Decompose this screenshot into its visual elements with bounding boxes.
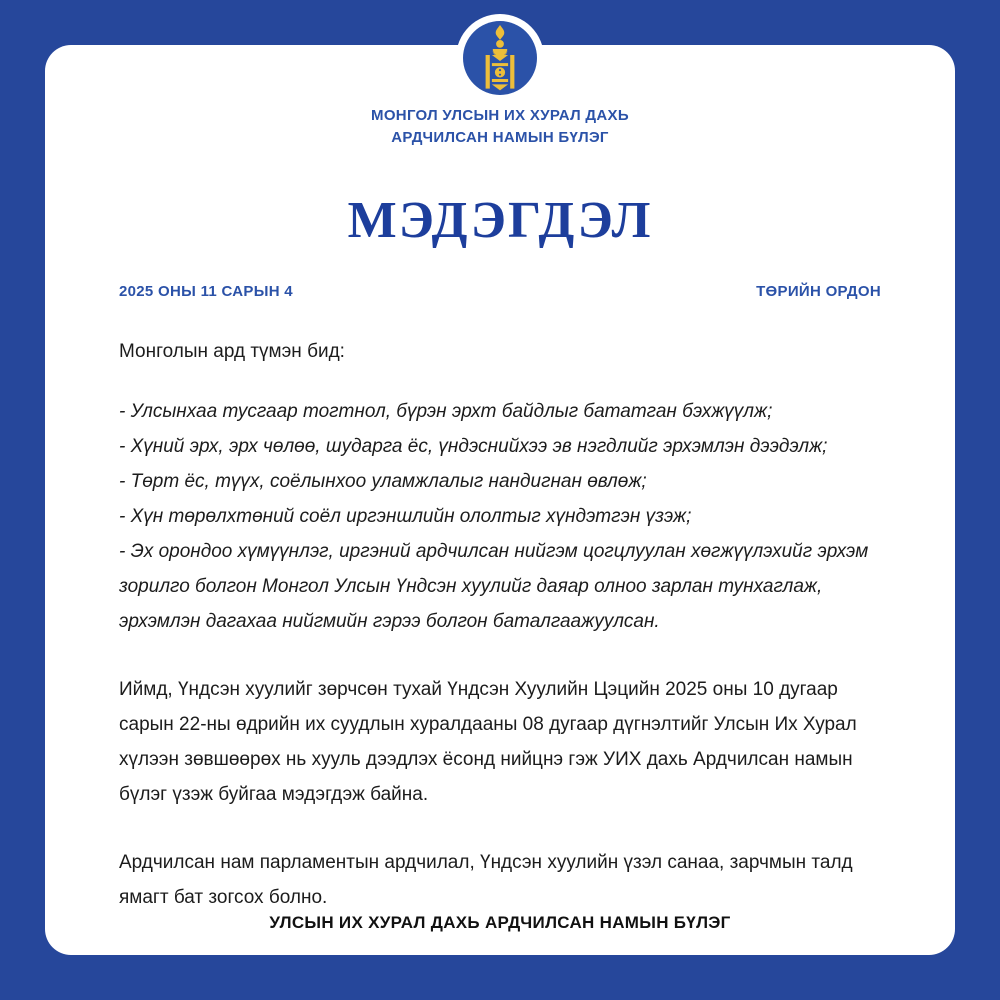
organization-line2: АРДЧИЛСАН НАМЫН БҮЛЭГ (391, 128, 609, 146)
footer-signature: УЛСЫН ИХ ХУРАЛ ДАХЬ АРДЧИЛСАН НАМЫН БҮЛЭГ (269, 913, 731, 932)
soyombo-emblem-icon (463, 21, 537, 95)
bullet-item: - Хүний эрх, эрх чөлөө, шударга ёс, үндэснийхээ эв нэгдлийг эрхэмлэн дээдэлж; (119, 435, 828, 457)
date-label: 2025 ОНЫ 11 САРЫН 4 (119, 282, 293, 300)
document-title: МЭДЭГДЭЛ (347, 191, 653, 249)
announcement-card (45, 45, 955, 955)
intro-line: Монголын ард түмэн бид: (119, 340, 345, 362)
bullet-list (119, 394, 881, 639)
bullet-item: - Төрт ёс, түүх, соёлынхоо уламжлалыг нандигнан өвлөж; (119, 470, 647, 492)
bullet-item: - Хүн төрөлхтөний соёл иргэншлийн ололтыг хүндэтгэн үзэж; (119, 505, 692, 527)
location-label: ТӨРИЙН ОРДОН (756, 282, 881, 300)
body-paragraph: Иймд, Үндсэн хуулийг зөрчсөн тухай Үндсэн Хуулийн Цэцийн 2025 оны 10 дугаар сарын 22-ны өдрийн их суудлын хуралдааны 08 дугаар дүгнэлтийг Улсын Их Хурал хүлээн зөвшөөрөх нь хууль дээдлэх ёсонд нийцнэ гэж УИХ дахь Ардчилсан намын бүлэг үзэж буйгаа мэдэгдэж байна. (119, 678, 857, 805)
document-body (119, 334, 881, 915)
organization-name (119, 105, 881, 149)
meta-row (119, 283, 881, 300)
organization-line1: МОНГОЛ УЛСЫН ИХ ХУРАЛ ДАХЬ (371, 107, 629, 124)
party-logo (456, 14, 544, 102)
body-paragraph: Ардчилсан нам парламентын ардчилал, Үндсэн хуулийн үзэл санаа, зарчмын талд ямагт бат зогсох болно. (119, 851, 853, 908)
bullet-item: - Эх орондоо хүмүүнлэг, иргэний ардчилсан нийгэм цогцлуулан хөгжүүлэхийг эрхэм зорилго болгон Монгол Улсын Үндсэн хуулийг даяар олноо зарлан тунхаглаж, эрхэмлэн дагахаа нийгмийн гэрээ болгон баталгаажуулсан. (119, 540, 869, 632)
bullet-item: - Улсынхаа тусгаар тогтнол, бүрэн эрхт байдлыг бататган бэхжүүлж; (119, 400, 773, 422)
